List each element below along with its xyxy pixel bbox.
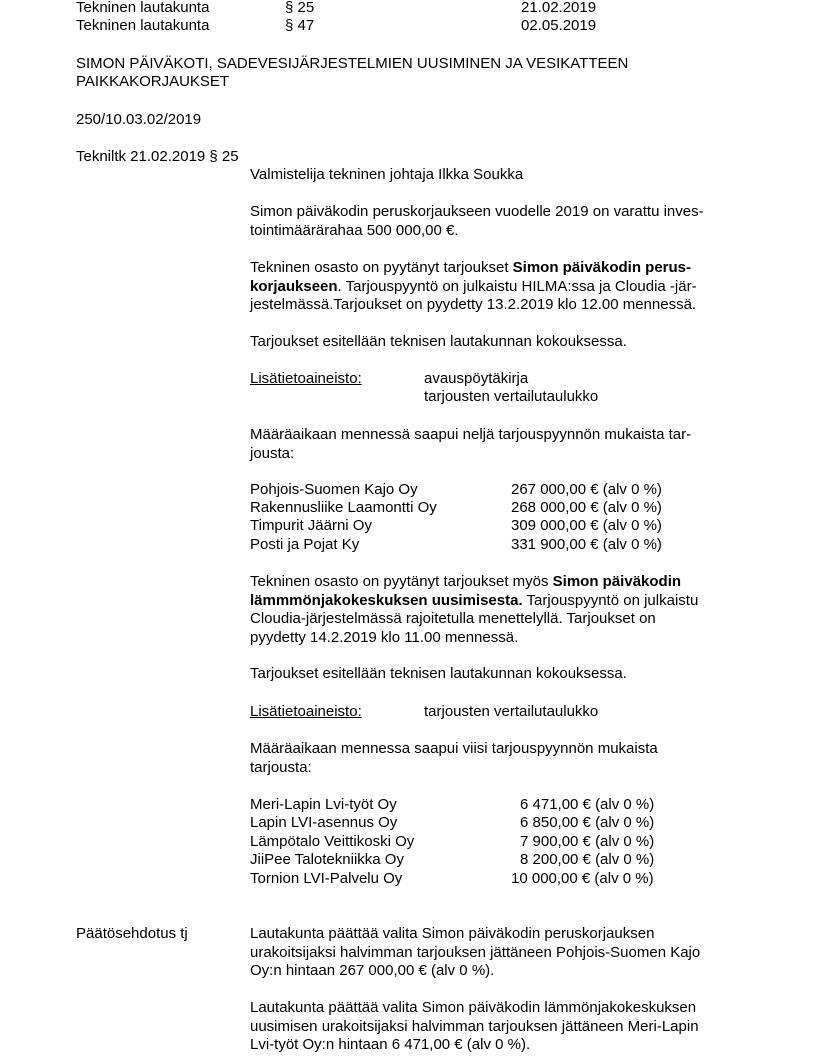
meeting-ref: Tekniltk 21.02.2019 § 25	[76, 148, 239, 165]
info-2-item-1: tarjousten vertailutaulukko	[424, 703, 599, 720]
bid2-2-company: Lapin LVI-asennus Oy	[250, 814, 398, 831]
header-date-2: 02.05.2019	[521, 17, 597, 34]
presented-1: Tarjoukset esitellään teknisen lautakunnan kokouksessa.	[250, 333, 627, 350]
bid-3-amount: 309 000,00 € (alv 0 %)	[511, 517, 662, 534]
header-date-1: 21.02.2019	[521, 0, 597, 16]
bid2-2-amount: 6 850,00 € (alv 0 %)	[520, 814, 655, 831]
bid-2-company: Rakennusliike Laamontti Oy	[250, 499, 437, 516]
info-1-item-2: tarjousten vertailutaulukko	[424, 388, 599, 405]
case-number: 250/10.03.02/2019	[76, 111, 202, 128]
info-1-label: Lisätietoaineisto:	[250, 370, 362, 387]
preparer: Valmistelija tekninen johtaja Ilkka Soukka	[250, 166, 524, 183]
bid-2-amount: 268 000,00 € (alv 0 %)	[511, 499, 662, 516]
bid2-1-amount: 6 471,00 € (alv 0 %)	[520, 796, 655, 813]
proposal-2-paragraph: Lautakunta päättää valita Simon päiväkodin lämmönjakokeskuksen uusimisen urakoitsijaksi halvimman tarjouksen jättäneen Meri-Lapin Lvi-työt Oy:n hintaan 6 471,00 € (alv 0 %).	[250, 999, 699, 1053]
header-section-2: § 47	[285, 17, 315, 34]
presented-2: Tarjoukset esitellään teknisen lautakunnan kokouksessa.	[250, 665, 627, 682]
bid2-3-company: Lämpötalo Veittikoski Oy	[250, 833, 415, 850]
header-body-2: Tekninen lautakunta	[76, 17, 210, 34]
title-line-2: PAIKKAKORJAUKSET	[76, 73, 230, 90]
header-section-1: § 25	[285, 0, 315, 16]
proposal-1-paragraph: Lautakunta päättää valita Simon päiväkodin peruskorjauksen urakoitsijaksi halvimman tarjouksen jättäneen Pohjois-Suomen Kajo Oy:n hintaan 267 000,00 € (alv 0 %).	[250, 925, 701, 979]
bid2-5-company: Tornion LVI-Palvelu Oy	[250, 870, 403, 887]
title-line-1: SIMON PÄIVÄKOTI, SADEVESIJÄRJESTELMIEN UUSIMINEN JA VESIKATTEEN	[76, 55, 629, 72]
bid2-4-amount: 8 200,00 € (alv 0 %)	[520, 851, 655, 868]
request-2-paragraph: Tekninen osasto on pyytänyt tarjoukset myös Simon päiväkodin lämmmönjakokeskuksen uusimisesta. Tarjouspyyntö on julkaistu Cloudia-järjestelmässä rajoitetulla menettelyllä. Tarjoukset on pyydetty 14.2.2019 klo 11.00 mennessä.	[250, 573, 699, 646]
budget-paragraph: Simon päiväkodin peruskorjaukseen vuodelle 2019 on varattu inves- tointimäärärahaa 500 000,00 €.	[250, 203, 704, 239]
received-2-paragraph: Määräaikaan mennessa saapui viisi tarjouspyynnön mukaista tarjousta:	[250, 740, 658, 776]
info-1-item-1: avauspöytäkirja	[424, 370, 529, 387]
bid-1-amount: 267 000,00 € (alv 0 %)	[511, 481, 662, 498]
header-body-1: Tekninen lautakunta	[76, 0, 210, 16]
bid2-4-company: JiiPee Talotekniikka Oy	[250, 851, 404, 868]
bid2-3-amount: 7 900,00 € (alv 0 %)	[520, 833, 655, 850]
bid-3-company: Timpurit Jäärni Oy	[250, 517, 372, 534]
received-1-paragraph: Määräaikaan mennessä saapui neljä tarjouspyynnön mukaista tar- jousta:	[250, 426, 692, 462]
proposal-label: Päätösehdotus tj	[76, 925, 188, 942]
info-2-label: Lisätietoaineisto:	[250, 703, 362, 720]
request-1-paragraph: Tekninen osasto on pyytänyt tarjoukset Simon päiväkodin perus- korjaukseen. Tarjouspyyntö on julkaistu HILMA:ssa ja Cloudia -jär- jestelmässä.Tarjoukset on pyydetty 13.2.2019 klo 12.00 mennessä.	[250, 259, 697, 313]
bid-4-amount: 331 900,00 € (alv 0 %)	[511, 536, 662, 553]
bid-1-company: Pohjois-Suomen Kajo Oy	[250, 481, 418, 498]
bid2-5-amount: 10 000,00 € (alv 0 %)	[511, 870, 654, 887]
bid-4-company: Posti ja Pojat Ky	[250, 536, 360, 553]
bid2-1-company: Meri-Lapin Lvi-työt Oy	[250, 796, 397, 813]
